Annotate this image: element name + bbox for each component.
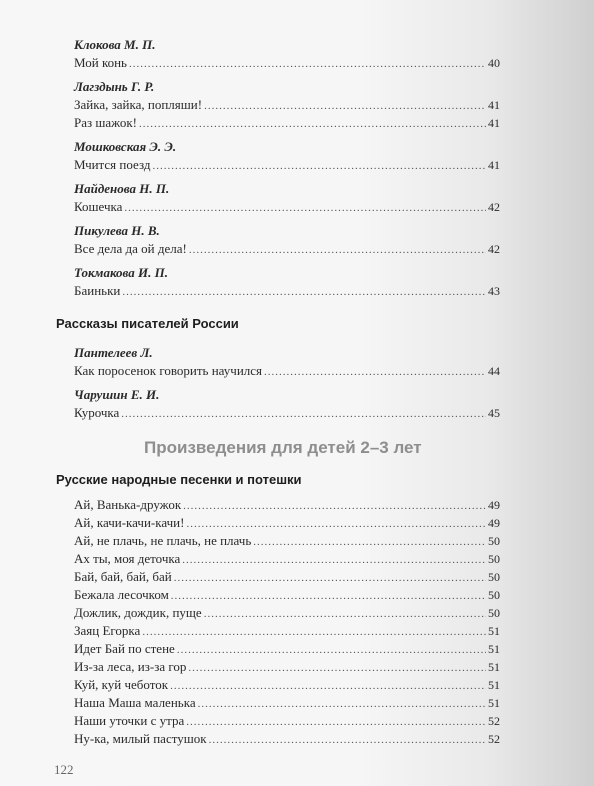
author-name: Найденова Н. П. — [74, 181, 170, 196]
author-block — [74, 138, 500, 174]
entry-title: Раз шажок! — [74, 115, 137, 130]
toc-entry — [74, 496, 500, 514]
author-block — [74, 222, 500, 258]
leader-dots — [189, 241, 486, 259]
entry-page: 52 — [488, 732, 500, 746]
toc-entry — [74, 676, 500, 694]
entry-page: 51 — [488, 624, 500, 638]
page-number: 122 — [54, 762, 74, 777]
entry-title: Ай, Ванька-дружок — [74, 497, 182, 512]
entry-title: Заяц Егорка — [74, 623, 141, 638]
entry-title: Дожлик, дождик, пуще — [74, 605, 202, 620]
toc-entry — [74, 622, 500, 640]
entry-page: 50 — [488, 570, 500, 584]
toc-entry — [74, 404, 500, 422]
entry-title: Куй, куй чеботок — [74, 677, 169, 692]
toc-entry — [74, 712, 500, 730]
toc-entry — [74, 514, 500, 532]
entry-title: Курочка — [74, 405, 120, 420]
entry-page: 41 — [488, 158, 500, 172]
toc-entry — [74, 156, 500, 174]
leader-dots — [253, 533, 486, 551]
leader-dots — [177, 641, 486, 659]
leader-dots — [139, 115, 486, 133]
entry-title: Зайка, зайка, попляши! — [74, 97, 203, 112]
entry-title: Мой конь — [74, 55, 127, 70]
author-block — [74, 78, 500, 132]
entry-title: Бай, бай, бай, бай — [74, 569, 172, 584]
section-heading: Русские народные песенки и потешки — [56, 472, 302, 487]
author-name: Мошковская Э. Э. — [74, 139, 177, 154]
leader-dots — [170, 677, 486, 695]
entry-title: Как поросенок говорить научился — [74, 363, 263, 378]
toc-entry — [74, 568, 500, 586]
entry-page: 51 — [488, 678, 500, 692]
section-heading: Рассказы писателей России — [56, 316, 239, 331]
entry-title: Ай, качи-качи-качи! — [74, 515, 185, 530]
toc-entry — [74, 362, 500, 380]
leader-dots — [152, 157, 486, 175]
entry-title: Наша Маша маленька — [74, 695, 196, 710]
leader-dots — [204, 605, 486, 623]
leader-dots — [186, 515, 486, 533]
song-list — [74, 496, 500, 748]
entry-title: Ну-ка, милый пастушок — [74, 731, 207, 746]
entry-page: 42 — [488, 200, 500, 214]
leader-dots — [183, 497, 486, 515]
leader-dots — [198, 695, 486, 713]
entry-page: 52 — [488, 714, 500, 728]
entry-title: Наши уточки с утра — [74, 713, 185, 728]
toc-entry — [74, 198, 500, 216]
author-name: Лагздынь Г. Р. — [74, 79, 155, 94]
entry-page: 50 — [488, 588, 500, 602]
entry-page: 40 — [488, 56, 500, 70]
entry-page: 43 — [488, 284, 500, 298]
author-block — [74, 36, 500, 72]
entry-page: 49 — [488, 498, 500, 512]
leader-dots — [182, 551, 486, 569]
toc-entry — [74, 730, 500, 748]
author-name: Токмакова И. П. — [74, 265, 169, 280]
toc-entry — [74, 282, 500, 300]
leader-dots — [264, 363, 486, 381]
leader-dots — [188, 659, 486, 677]
entry-page: 51 — [488, 660, 500, 674]
author-block — [74, 180, 500, 216]
toc-entry — [74, 586, 500, 604]
leader-dots — [124, 199, 486, 217]
entry-title: Ай, не плачь, не плачь, не плачь — [74, 533, 252, 548]
entry-title: Все дела да ой дела! — [74, 241, 187, 256]
author-block — [74, 386, 500, 422]
entry-page: 42 — [488, 242, 500, 256]
toc-entry — [74, 550, 500, 568]
toc-entry — [74, 604, 500, 622]
toc-entry — [74, 532, 500, 550]
author-name: Пикулева Н. В. — [74, 223, 160, 238]
entry-page: 50 — [488, 606, 500, 620]
leader-dots — [174, 569, 486, 587]
entry-title: Ах ты, моя деточка — [74, 551, 181, 566]
author-block — [74, 264, 500, 300]
toc-entry — [74, 658, 500, 676]
author-name: Клокова М. П. — [74, 37, 156, 52]
leader-dots — [204, 97, 486, 115]
table-of-contents — [56, 36, 500, 748]
entry-title: Кошечка — [74, 199, 123, 214]
entry-title: Бежала лесочком — [74, 587, 169, 602]
author-name: Пантелеев Л. — [74, 345, 153, 360]
author-name: Чарушин Е. И. — [74, 387, 160, 402]
toc-entry — [74, 96, 500, 114]
entry-title: Баиньки — [74, 283, 121, 298]
entry-page: 49 — [488, 516, 500, 530]
leader-dots — [186, 713, 486, 731]
entry-page: 41 — [488, 116, 500, 130]
entry-page: 50 — [488, 552, 500, 566]
toc-entry — [74, 114, 500, 132]
leader-dots — [209, 731, 486, 749]
leader-dots — [129, 55, 486, 73]
entry-title: Из-за леса, из-за гор — [74, 659, 187, 674]
entry-page: 51 — [488, 696, 500, 710]
leader-dots — [121, 405, 486, 423]
entry-page: 45 — [488, 406, 500, 420]
entry-title: Мчится поезд — [74, 157, 151, 172]
toc-entry — [74, 640, 500, 658]
leader-dots — [142, 623, 486, 641]
chapter-title: Произведения для детей 2–3 лет — [144, 438, 422, 457]
leader-dots — [171, 587, 486, 605]
leader-dots — [122, 283, 486, 301]
toc-entry — [74, 54, 500, 72]
entry-page: 41 — [488, 98, 500, 112]
author-block — [74, 344, 500, 380]
toc-entry — [74, 694, 500, 712]
entry-page: 50 — [488, 534, 500, 548]
entry-page: 44 — [488, 364, 500, 378]
toc-entry — [74, 240, 500, 258]
entry-page: 51 — [488, 642, 500, 656]
entry-title: Идет Бай по стене — [74, 641, 175, 656]
